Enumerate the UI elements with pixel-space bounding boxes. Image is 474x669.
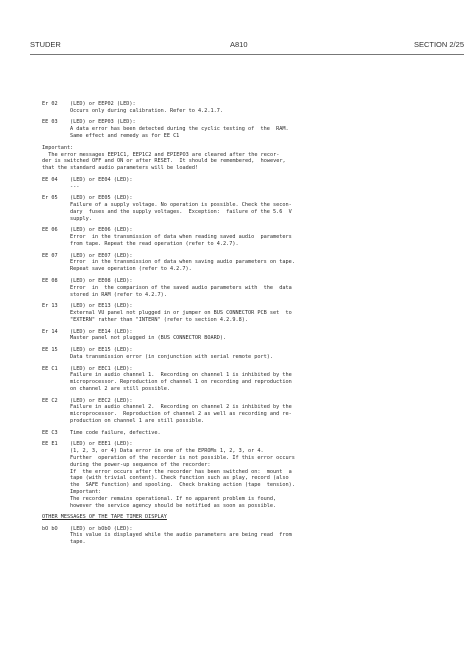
error-code: EE C2: [42, 397, 58, 404]
text-line: Time code failure, defective.: [70, 429, 161, 436]
text-line: tape.: [70, 539, 86, 546]
error-code: Er 05: [42, 195, 58, 202]
error-entry: [42, 430, 462, 437]
text-line: stored in RAM (refer to 4.2.7).: [70, 291, 167, 298]
text-line: (LED) or EEE1 (LED):: [70, 441, 133, 448]
text-line: (LED) or EE15 (LED):: [70, 347, 133, 354]
text-line: (LED) or EE07 (LED):: [70, 252, 133, 259]
error-list-a: [42, 101, 462, 140]
text-line: microprocessor. Reproduction of channel 1 on recording and reproduction: [70, 379, 292, 386]
error-entry: [42, 441, 462, 509]
error-description: [70, 101, 462, 115]
error-entry: [42, 398, 462, 425]
error-description: [70, 253, 462, 273]
error-description: [70, 195, 462, 222]
text-line: Further operation of the recorder is not possible. If this error occurs: [70, 454, 295, 461]
text-line: (LED) or EE06 (LED):: [70, 227, 133, 234]
error-description: [70, 227, 462, 247]
text-line: Master panel not plugged in (BUS CONNECTOR BOARD).: [70, 335, 227, 342]
note-line: that the standard audio parameters will be loaded!: [42, 165, 199, 172]
error-code: Er 02: [42, 101, 58, 107]
text-line: (LED) or EE13 (LED):: [70, 303, 133, 310]
error-description: [70, 303, 462, 323]
error-description: [70, 398, 462, 425]
text-line: (LED) or EE08 (LED):: [70, 277, 133, 284]
important-note: [42, 145, 462, 172]
text-line: Failure in audio channel 1. Recording on channel 1 is inhibited by the: [70, 372, 292, 379]
text-line: (LED) or bObO (LED):: [70, 525, 133, 532]
text-line: however the service agency should be notified as soon as possible.: [70, 502, 277, 509]
error-description: [70, 526, 462, 546]
section-subheading: OTHER MESSAGES OF THE TAPE TIMER DISPLAY: [42, 514, 167, 521]
text-line: (LED) or EEP02 (LED):: [70, 101, 136, 107]
text-line: (1, 2, 3, or 4) Data error in one of the EPROMs 1, 2, 3, or 4.: [70, 448, 264, 455]
text-line: (LED) or EEC2 (LED):: [70, 397, 133, 404]
document-body: [42, 101, 462, 551]
note-line: The error messages EEP1C1, EEP1C2 and EPIEPO3 are cleared after the recor-: [42, 151, 280, 158]
header-section: SECTION 2/25: [413, 40, 464, 49]
text-line: (LED) or EEC1 (LED):: [70, 365, 133, 372]
error-description: [70, 366, 462, 393]
header-model: A810: [230, 40, 248, 49]
text-line: the SAFE function) and spooling. Check braking action (tape tension).: [70, 482, 295, 489]
error-entry: [42, 347, 462, 361]
text-line: Important:: [70, 488, 102, 495]
text-line: Occurs only during calibration. Refer to 4.2.1.7.: [70, 107, 224, 114]
header-rule: [30, 54, 464, 55]
text-line: supply.: [70, 215, 92, 222]
text-line: Error in the comparison of the saved audio parameters with the data: [70, 284, 292, 291]
error-description: [70, 347, 462, 361]
error-entry: [42, 101, 462, 115]
error-description: [70, 278, 462, 298]
text-line: microprocessor. Reproduction of channel 2 as well as recording and re-: [70, 411, 292, 418]
text-line: This value is displayed while the audio parameters are being read from: [70, 532, 292, 539]
header-brand: STUDER: [30, 40, 61, 49]
error-code: Er 13: [42, 303, 58, 310]
text-line: ---: [70, 183, 80, 190]
text-line: production on channel 1 are still possible.: [70, 417, 205, 424]
text-line: If the error occurs after the recorder has been switched on: mount a: [70, 468, 292, 475]
error-entry: [42, 278, 462, 298]
error-entry: [42, 329, 462, 343]
text-line: Failure in audio channel 2. Recording on channel 2 is inhibited by the: [70, 404, 292, 411]
error-entry: [42, 303, 462, 323]
text-line: (LED) or EEP03 (LED):: [70, 119, 136, 126]
text-line: The recorder remains operational. If no apparent problem is found,: [70, 495, 277, 502]
error-entry: [42, 195, 462, 222]
text-line: Repeat save operation (refer to 4.2.7).: [70, 266, 192, 273]
note-line: der is switched OFF and ON or after RESET. It should be remembered, however,: [42, 158, 286, 165]
error-code: EE C3: [42, 429, 58, 436]
text-line: (LED) or EE04 (LED):: [70, 176, 133, 183]
text-line: Same effect and remedy as for EE C1: [70, 133, 180, 140]
error-code: EE 07: [42, 252, 58, 259]
error-code: Er 14: [42, 328, 58, 335]
text-line: External VU panel not plugged in or jumper on BUS CONNECTOR PCB set to: [70, 310, 292, 317]
text-line: from tape. Repeat the read operation (refer to 4.2.7).: [70, 241, 239, 247]
error-description: [70, 441, 462, 509]
error-entry: [42, 227, 462, 247]
text-line: Failure of a supply voltage. No operation is possible. Check the secon-: [70, 202, 292, 209]
error-code: EE 08: [42, 277, 58, 284]
text-line: Data transmission error (in conjunction with serial remote port).: [70, 353, 274, 360]
error-description: [70, 177, 462, 191]
text-line: Error in the transmission of data when reading saved audio parameters: [70, 234, 292, 241]
error-code: EE 03: [42, 119, 58, 126]
error-entry: [42, 526, 462, 546]
error-description: [70, 119, 462, 139]
error-entry: [42, 119, 462, 139]
error-entry: [42, 177, 462, 191]
text-line: dary fuses and the supply voltages. Exception: failure of the 5.6 V: [70, 208, 292, 215]
text-line: (LED) or EE14 (LED):: [70, 328, 133, 335]
text-line: tape (with trivial content). Check function such as play, record (also: [70, 475, 289, 482]
text-line: on channel 2 are still possible.: [70, 385, 170, 392]
error-code: bO bO: [42, 525, 58, 532]
text-line: during the power-up sequence of the recorder:: [70, 461, 211, 468]
text-line: A data error has been detected during the cyclic testing of the RAM.: [70, 126, 289, 133]
text-line: Error in the transmission of data when saving audio parameters on tape.: [70, 259, 295, 266]
error-code: EE 06: [42, 227, 58, 234]
error-code: EE C1: [42, 365, 58, 372]
note-line: Important:: [42, 144, 74, 151]
error-description: [70, 329, 462, 343]
error-code: EE 15: [42, 347, 58, 354]
text-line: "EXTERN" rather than "INTERN" (refer to section 4.2.9.8).: [70, 316, 249, 323]
error-code: EE 04: [42, 176, 58, 183]
text-line: (LED) or EE05 (LED):: [70, 195, 133, 202]
timer-message-list: [42, 526, 462, 546]
error-code: EE E1: [42, 441, 58, 448]
error-entry: [42, 253, 462, 273]
error-list-b: [42, 177, 462, 509]
error-description: [70, 430, 462, 437]
error-entry: [42, 366, 462, 393]
page-header: [30, 40, 464, 54]
